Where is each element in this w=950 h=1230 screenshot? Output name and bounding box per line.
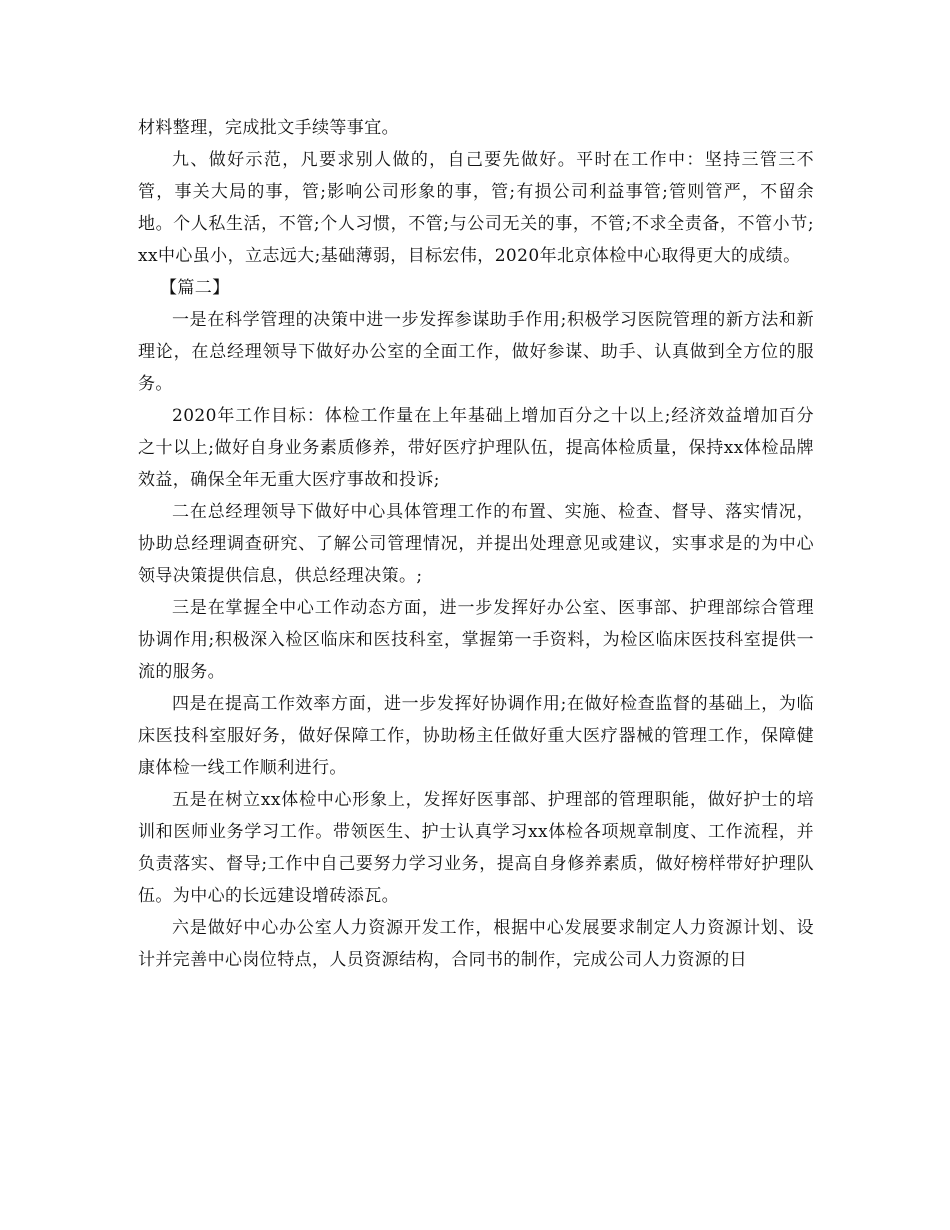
paragraph-item-six: 六是做好中心办公室人力资源开发工作，根据中心发展要求制定人力资源计划、设计并完善中心岗位特点，人员资源结构，合同书的制作，完成公司人力资源的日 bbox=[138, 918, 814, 970]
paragraph-item-four: 四是在提高工作效率方面，进一步发挥好协调作用;在做好检查监督的基础上，为临床医技科室服好务，做好保障工作，协助杨主任做好重大医疗器械的管理工作，保障健康体检一线工作顺利进行。 bbox=[138, 694, 814, 778]
document-body bbox=[138, 112, 814, 976]
paragraph-item-nine: 九、做好示范，凡要求别人做的，自己要先做好。平时在工作中：坚持三管三不管，事关大局的事，管;影响公司形象的事，管;有损公司利益事管;管则管严，不留余地。个人私生活，不管;个人习惯，不管;与公司无关的事，不管;不求全责备，不管小节;xx中心虽小，立志远大;基础薄弱，目标宏伟，2020年北京体检中心取得更大的成绩。 bbox=[138, 150, 814, 266]
paragraph-item-five: 五是在树立xx体检中心形象上，发挥好医事部、护理部的管理职能，做好护士的培训和医师业务学习工作。带领医生、护士认真学习xx体检各项规章制度、工作流程，并负责落实、督导;工作中自己要努力学习业务，提高自身修养素质，做好榜样带好护理队伍。为中心的长远建设增砖添瓦。 bbox=[138, 790, 814, 906]
paragraph-continuation: 材料整理，完成批文手续等事宜。 bbox=[138, 118, 399, 138]
paragraph-work-goals: 2020年工作目标：体检工作量在上年基础上增加百分之十以上;经济效益增加百分之十以上;做好自身业务素质修养，带好医疗护理队伍，提高体检质量，保持xx体检品牌效益，确保全年无重大医疗事故和投诉; bbox=[138, 406, 814, 490]
paragraph-item-one: 一是在科学管理的决策中进一步发挥参谋助手作用;积极学习医院管理的新方法和新理论，在总经理领导下做好办公室的全面工作，做好参谋、助手、认真做到全方位的服务。 bbox=[138, 310, 814, 394]
paragraph-item-two: 二在总经理领导下做好中心具体管理工作的布置、实施、检查、督导、落实情况，协助总经理调查研究、了解公司管理情况，并提出处理意见或建议，实事求是的为中心领导决策提供信息，供总经理决策。; bbox=[138, 502, 814, 586]
paragraph-item-three: 三是在掌握全中心工作动态方面，进一步发挥好办公室、医事部、护理部综合管理协调作用;积极深入检区临床和医技科室，掌握第一手资料，为检区临床医技科室提供一流的服务。 bbox=[138, 598, 814, 682]
section-title-part-two: 【篇二】 bbox=[160, 278, 230, 298]
